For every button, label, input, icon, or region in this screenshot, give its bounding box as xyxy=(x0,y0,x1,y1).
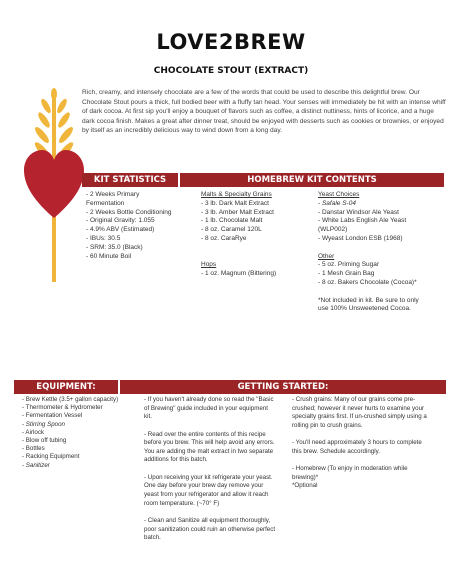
list-item: - 2 Weeks Bottle Conditioning xyxy=(86,208,172,216)
list-item: - Danstar Windsor Ale Yeast xyxy=(318,208,399,216)
cocoa-note: *Not included in kit. Be sure to only use 100% Unsweetened Cocoa. xyxy=(318,296,419,313)
list-item: - Blow off tubing xyxy=(22,437,67,445)
getting-started-left xyxy=(144,396,276,543)
hops-heading: Hops xyxy=(201,261,217,269)
hop-heart-icon xyxy=(22,88,86,288)
list-item: - 8 oz. Caramel 120L xyxy=(201,226,262,234)
malts-hops-column xyxy=(201,191,311,279)
list-item: - 1 lb. Chocolate Malt xyxy=(201,217,263,225)
recipe-description: Rich, creamy, and intensely chocolate are a few of the words that could be used to describe this delightful brew. Our Chocolate Stout pours a thick, full bodied beer with a fluffy tan head. Your senses will immediately be hit with an intense whiff of dark cocoa. At first sip you'll enjoy a bouquet of flavors such as coffee, a distinct nuttiness, hints of licorice, and a huge dark cocoa finish. Makes a great after dinner treat, should be enjoyed with desserts such as cookies or brownies, or enjoyed by itself as an incredibly delicious way to wind down from a long day. xyxy=(82,89,446,134)
list-item: - White Labs English Ale Yeast (WLP002) xyxy=(318,217,407,234)
list-item: - 8 oz. Bakers Chocolate (Cocoa)* xyxy=(318,278,417,286)
list-item: - 3 lb. Dark Malt Extract xyxy=(201,199,269,207)
instruction-paragraph: - If you haven't already done so read the "Basic of Brewing" guide included in your equipment kit. xyxy=(144,396,274,421)
list-item: - Brew Kettle (3.5+ gallon capacity) xyxy=(22,396,119,403)
recipe-title: CHOCOLATE STOUT (EXTRACT) xyxy=(153,66,309,76)
equipment-heading: EQUIPMENT: xyxy=(36,382,96,392)
list-item: - Fermentation Vessel xyxy=(22,412,83,420)
list-item: - 1 oz. Magnum (Bittering) xyxy=(201,270,277,278)
instruction-paragraph: - You'll need approximately 3 hours to complete this brew. Schedule accordingly. xyxy=(292,439,422,455)
list-item: - 60 Minute Boil xyxy=(86,252,132,260)
kit-contents-heading: HOMEBREW KIT CONTENTS xyxy=(247,175,377,185)
kit-contents-header xyxy=(180,173,444,187)
list-item: - IBUs: 30.5 xyxy=(86,234,121,242)
list-item: - Sanitizer xyxy=(22,461,50,469)
yeast-heading: Yeast Choices xyxy=(318,191,360,198)
instruction-paragraph: - Read over the entire contents of this recipe before you brew. This will help avoid any errors. You are adding the malt extract in two separate additions for this batch. xyxy=(144,430,275,464)
brand-title: LOVE2BREW xyxy=(156,30,306,54)
list-item: - 2 Weeks Primary Fermentation xyxy=(86,191,140,207)
instruction-paragraph: - Homebrew (To enjoy in moderation while brewing)* *Optional xyxy=(292,465,408,490)
list-item: - Bottles xyxy=(22,445,45,453)
list-item: - 5 oz. Priming Sugar xyxy=(318,261,380,269)
instruction-paragraph: - Crush grains: Many of our grains come pre-crushed; however it never hurts to examine your specialty grains first. If un-crushed simply using a rolling pin to crush grains. xyxy=(292,396,427,429)
list-item: - Wyeast London ESB (1968) xyxy=(318,234,403,242)
equipment-list xyxy=(22,396,134,470)
equipment-header xyxy=(14,380,118,394)
list-item: - Airlock xyxy=(22,428,45,436)
hop-heart-logo xyxy=(22,88,86,288)
getting-started-right xyxy=(292,396,432,491)
getting-started-heading: GETTING STARTED: xyxy=(237,382,329,392)
list-item: - SRM: 35.0 (Black) xyxy=(86,243,143,251)
kit-statistics-list xyxy=(86,191,176,261)
list-item: - 1 Mesh Grain Bag xyxy=(318,270,375,278)
other-heading: Other xyxy=(318,252,335,260)
list-item: - Stirring Spoon xyxy=(22,420,65,428)
instruction-paragraph: - Clean and Sanitize all equipment thoroughly, poor sanitization could ruin an otherwise perfect batch. xyxy=(144,516,276,542)
list-item: - Racking Equipment xyxy=(22,453,80,461)
yeast-other-column xyxy=(318,191,426,314)
list-item: - Safale S-04 xyxy=(318,199,356,207)
list-item: - 8 oz. CaraRye xyxy=(201,234,247,242)
list-item: - 3 lb. Amber Malt Extract xyxy=(201,208,274,216)
list-item: - Original Gravity: 1.055 xyxy=(86,217,155,225)
kit-statistics-heading: KIT STATISTICS xyxy=(93,175,167,185)
list-item: - 4.9% ABV (Estimated) xyxy=(86,226,155,234)
instruction-paragraph: - Upon receiving your kit refrigerate your yeast. One day before your brew day remove your yeast from your refrigerator and allow it reach room temperature. (~70° F) xyxy=(144,473,273,507)
kit-statistics-header xyxy=(82,173,178,187)
getting-started-header xyxy=(120,380,446,394)
list-item: - Thermometer & Hydrometer xyxy=(22,404,103,412)
malts-heading: Malts & Specialty Grains xyxy=(201,191,272,198)
